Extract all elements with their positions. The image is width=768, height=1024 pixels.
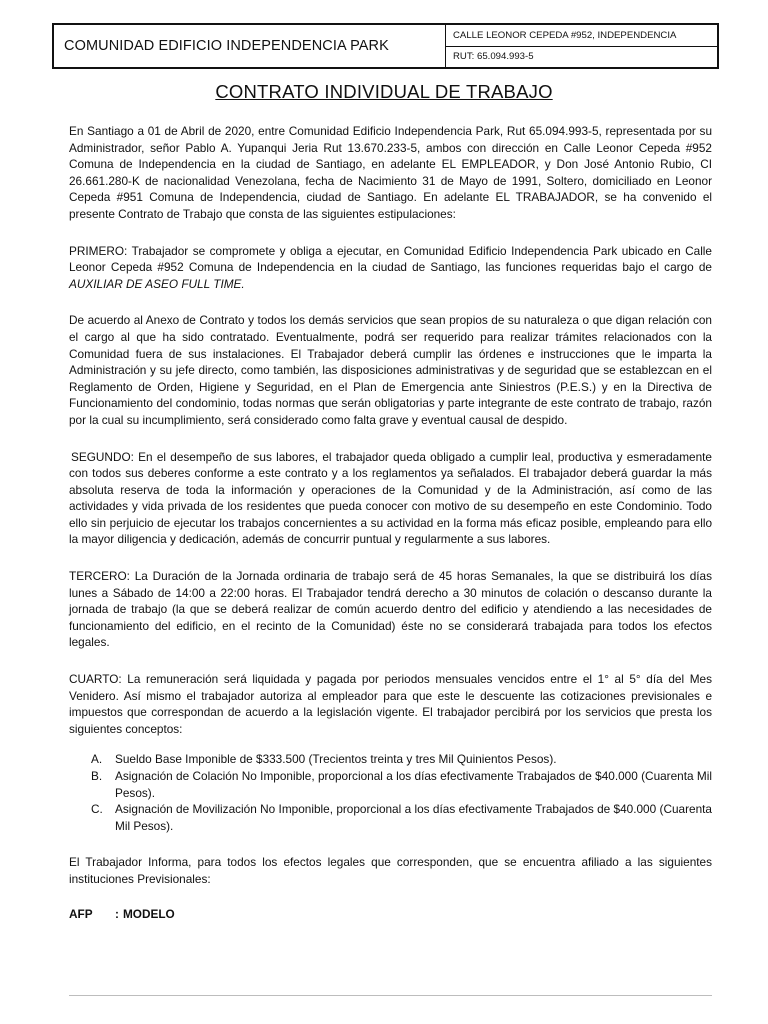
list-item: [69, 768, 712, 801]
intro-paragraph: En Santiago a 01 de Abril de 2020, entre Comunidad Edificio Independencia Park, Rut 65.094.993-5, representada por su Administrador, señor Pablo A. Yupanqui Jeria Rut 13.670.233-5, ambos con dirección en Calle Leonor Cepeda #952 Comuna de Independencia en la ciudad de Santiago, en adelante EL EMPLEADOR, y Don José Antonio Rubio, CI 26.661.280-K de nacionalidad Venezolana, fecha de Nacimiento 31 de Mayo de 1991, Soltero, domiciliado en Leonor Cepeda #951 Comuna de Independencia, ciudad de Santiago. En adelante EL TRABAJADOR, se ha convenido el presente Contrato de Trabajo que consta de las siguientes estipulaciones:: [69, 124, 712, 221]
list-marker: B.: [91, 769, 103, 783]
community-name: COMUNIDAD EDIFICIO INDEPENDENCIA PARK: [54, 25, 446, 67]
document-header: [52, 23, 719, 69]
list-item-text: Asignación de Movilización No Imponible, proporcional a los días efectivamente Trabajados de $40.000 (Cuarenta Mil Pesos).: [115, 802, 712, 833]
cuarto-paragraph: CUARTO: La remuneración será liquidada y pagada por periodos mensuales vencidos entre el 1° al 5° día del Mes Venidero. Así mismo el trabajador autoriza al empleador para que este le descuente las cotizaciones previsionales e impuestos que correspondan de acuerdo a la legislación vigente. El trabajador percibirá por los servicios que presta los siguientes conceptos:: [69, 672, 712, 736]
list-item-text: Sueldo Base Imponible de $333.500 (Trecientos treinta y tres Mil Quinientos Pesos).: [115, 752, 557, 767]
footer-divider: [69, 995, 712, 996]
afp-value: MODELO: [122, 906, 175, 921]
list-marker: C.: [91, 802, 103, 817]
list-item: [69, 801, 712, 834]
primero-text: PRIMERO: Trabajador se compromete y obliga a ejecutar, en Comunidad Edificio Independencia Park ubicado en Calle Leonor Cepeda #952 Comuna de Independencia en la ciudad de Santiago, las funciones requeridas bajo el cargo de: [69, 243, 712, 275]
previsional-paragraph: El Trabajador Informa, para todos los efectos legales que corresponden, que se encuentra afiliado a las siguientes instituciones Previsionales:: [69, 855, 712, 886]
list-marker: A.: [91, 752, 103, 767]
header-address: CALLE LEONOR CEPEDA #952, INDEPENDENCIA: [453, 29, 677, 41]
afp-row: [69, 906, 712, 923]
anexo-paragraph: De acuerdo al Anexo de Contrato y todos los demás servicios que sean propios de su naturaleza o que digan relación con el cargo al que ha sido contratado. Eventualmente, podrá ser requerido para realizar trámites relacionados con la Comunidad fuera de sus instalaciones. El Trabajador deberá cumplir las órdenes e instrucciones que le imparta la Administración y su jefe directo, como también, las disposiciones administrativas y de seguridad que se establezcan en el Reglamento de Orden, Higiene y Seguridad, en el Plan de Emergencia ante Siniestros (P.E.S.) y en la Directiva de Funcionamiento del condominio, todas normas que serán obligatorias y parte integrante de este contrato de trabajo, razón por la cual su incumplimiento, será considerado como falta grave y eventual causal de despido.: [69, 313, 712, 427]
conceptos-list: [69, 751, 712, 834]
segundo-paragraph: SEGUNDO: En el desempeño de sus labores, el trabajador queda obligado a cumplir leal, productiva y esmeradamente con todos sus deberes conforme a este contrato y a los reglamentos ya señalados. El trabajador deberá guardar la más absoluta reserva de toda la información y operaciones de la Comunidad y de la Administración, así como de las actividades y vida privada de los residentes que pueda conocer con motivo de su desempeño en este Condominio. Todo ello sin perjuicio de ejecutar los trabajos concernientes a su actividad en la forma más eficaz posible, empleando para ello la mayor diligencia y dedicación, además de concurrir puntual y regularmente a sus labores.: [69, 449, 712, 547]
header-rut: RUT: 65.094.993-5: [446, 46, 717, 68]
tercero-paragraph: TERCERO: La Duración de la Jornada ordinaria de trabajo será de 45 horas Semanales, la que se distribuirá los días lunes a Sábado de 14:00 a 22:00 horas. El Trabajador tendrá derecho a 30 minutos de colación o descanso durante la jornada de trabajo (la que se deberá realizar de común acuerdo dentro del edificio y atendiendo a las necesidades de funcionamiento del edificio, en el recinto de la Comunidad) éste no se considerará trabajada para todos los efectos legales.: [69, 569, 712, 650]
primero-paragraph: [69, 243, 712, 293]
afp-separator: :: [115, 906, 119, 921]
afp-label: AFP: [69, 906, 93, 921]
list-item: [69, 751, 712, 768]
contract-body: [69, 123, 712, 922]
header-info: [446, 25, 717, 67]
document-title: CONTRATO INDIVIDUAL DE TRABAJO: [215, 81, 553, 102]
list-item-text: Asignación de Colación No Imponible, proporcional a los días efectivamente Trabajados de $40.000 (Cuarenta Mil Pesos).: [115, 769, 712, 800]
cargo-text: AUXILIAR DE ASEO FULL TIME.: [69, 276, 245, 291]
